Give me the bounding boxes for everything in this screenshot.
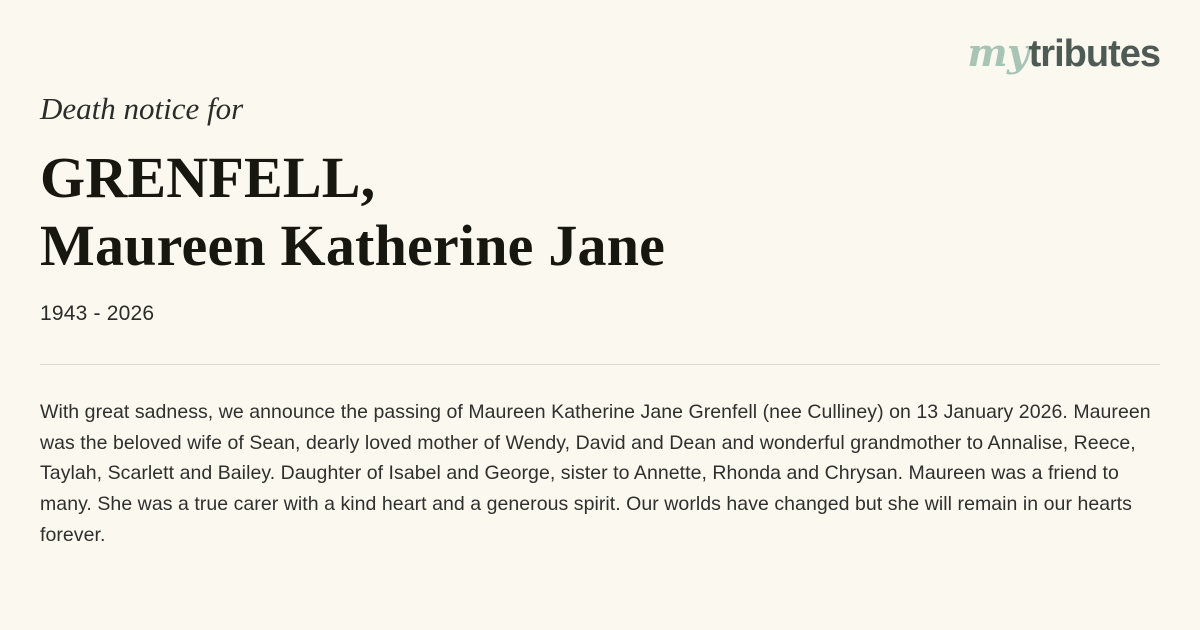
notice-body-text: With great sadness, we announce the passing of Maureen Katherine Jane Grenfell (nee Culliney) on 13 January 2026. Maureen was the beloved wife of Sean, dearly loved mother of Wendy, David and Dean and wonderful grandmother to Annalise, Reece, Taylah, Scarlett and Bailey. Daughter of Isabel and George, sister to Annette, Rhonda and Chrysan. Maureen was a friend to many. She was a true carer with a kind heart and a generous spirit. Our worlds have changed but she will remain in our hearts forever.	[40, 400, 1151, 546]
logo-text-my: my	[967, 30, 1029, 75]
section-divider	[40, 364, 1160, 365]
notice-eyebrow: Death notice for	[40, 91, 244, 126]
mytributes-logo[interactable]	[967, 30, 1160, 75]
deceased-surname: GRENFELL,	[40, 145, 376, 211]
logo-text-tributes: tributes	[1028, 33, 1160, 75]
page-title	[40, 144, 1160, 280]
deceased-given-names: Maureen Katherine Jane	[40, 212, 666, 278]
life-dates: 1943 - 2026	[40, 301, 155, 325]
